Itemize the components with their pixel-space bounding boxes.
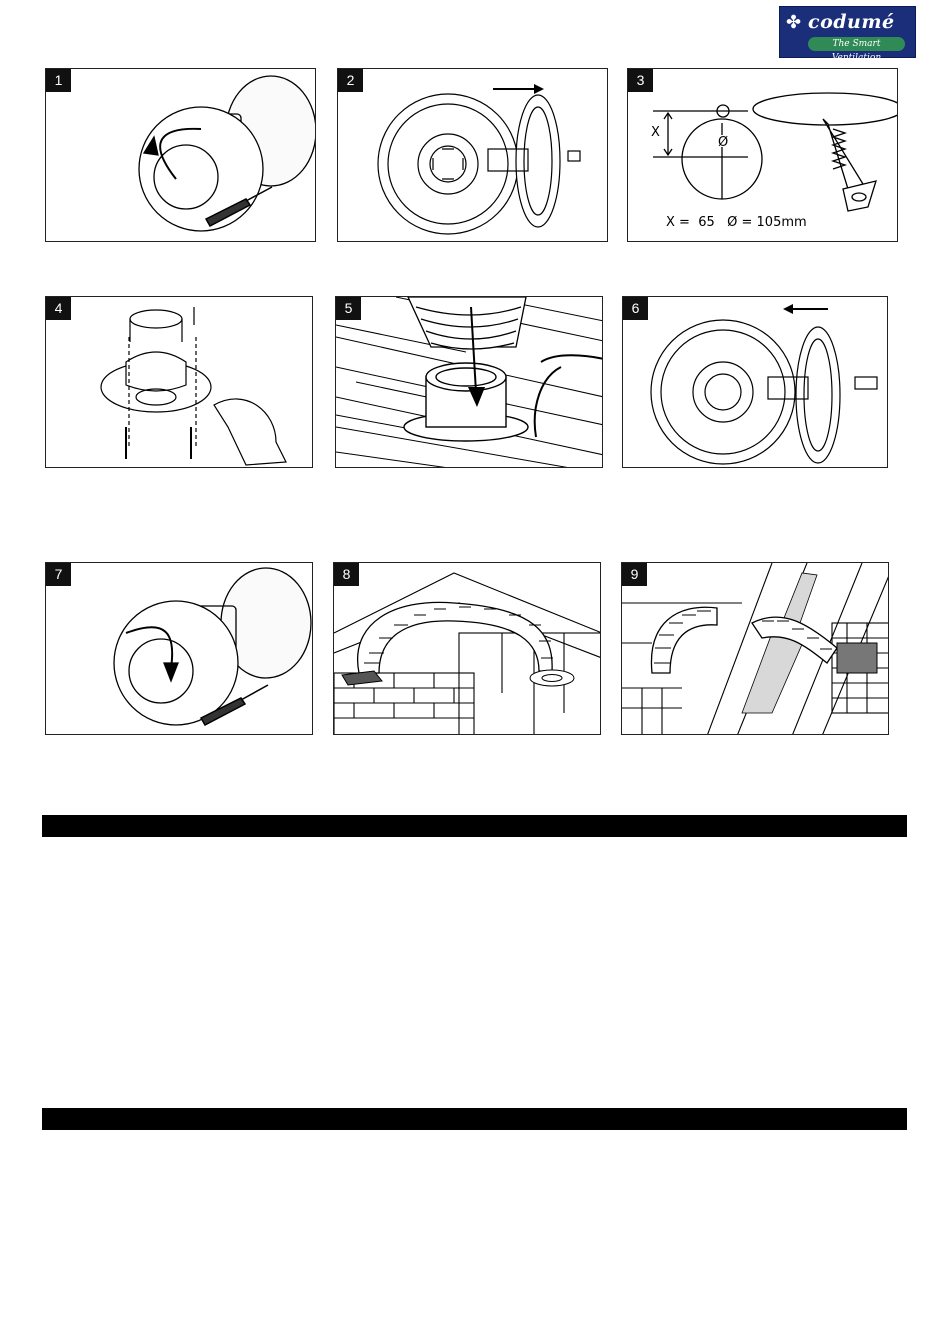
step-number: 8 [334,563,359,586]
brand-logo [779,6,916,63]
drill-measurement: X = 65 Ø = 105mm [666,215,807,230]
step-number: 4 [46,297,71,320]
step-panel-2 [337,68,608,242]
logo-tagline: The Smart Ventilation [808,37,905,51]
step-panel-5 [335,296,603,468]
step-number: 3 [628,69,653,92]
dim-diameter-label: Ø [718,135,729,150]
refit-cover-illustration [46,563,313,735]
step-panel-9 [621,562,889,735]
step-panel-8 [333,562,601,735]
step-number: 5 [336,297,361,320]
step-number: 1 [46,69,71,92]
section-header-bar [42,1108,907,1130]
mount-base-illustration [46,297,313,468]
close-housing-illustration [623,297,888,468]
step-panel-4 [45,296,313,468]
step-panel-7 [45,562,313,735]
loft-duct-illustration [334,563,601,735]
step-panel-6 [622,296,888,468]
step-number: 2 [338,69,363,92]
wall-duct-illustration [622,563,889,735]
step-number: 7 [46,563,71,586]
logo-wordmark: codumé [808,11,895,33]
remove-cover-illustration [46,69,316,242]
step-panel-3 [627,68,898,242]
open-housing-illustration [338,69,608,242]
step-number: 9 [622,563,647,586]
step-number: 6 [623,297,648,320]
section-header-bar [42,815,907,837]
step-panel-1 [45,68,316,242]
connect-duct-illustration [336,297,603,468]
fan-logo-icon: ✤ [786,12,802,33]
dim-x-label: X [651,125,660,140]
